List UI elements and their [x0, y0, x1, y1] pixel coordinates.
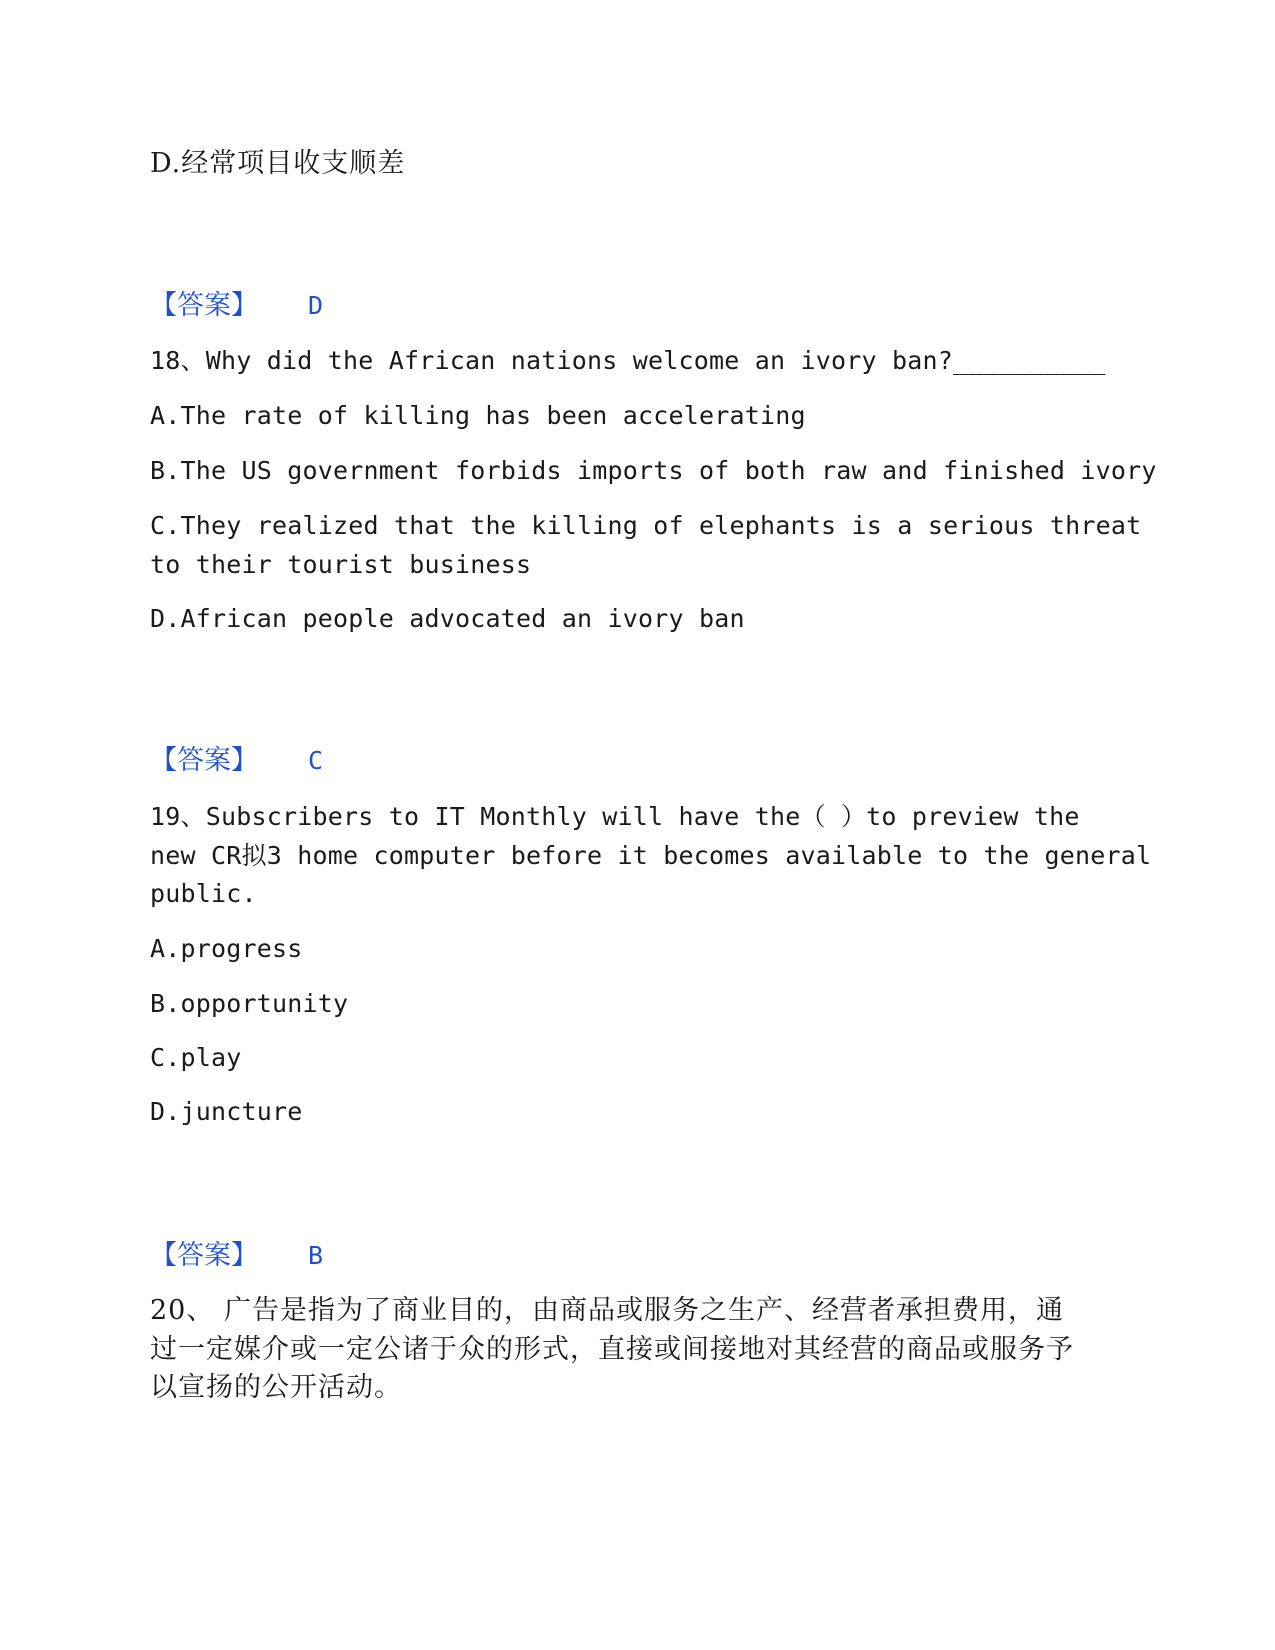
- q19-option-b: B.opportunity: [150, 989, 349, 1018]
- q18-option-c-line1: C.They realized that the killing of elephants is a serious threat: [150, 511, 1142, 540]
- q18-option-a: A.The rate of killing has been accelerating: [150, 401, 806, 430]
- answer-value: D: [308, 291, 324, 320]
- q19-option-a: A.progress: [150, 934, 303, 963]
- answer-label: 【答案】: [150, 290, 258, 321]
- answer-label: 【答案】: [150, 745, 258, 776]
- q19-question-line1: 19、Subscribers to IT Monthly will have the（ ）to preview the: [150, 802, 1080, 831]
- q20-text-line1: 20、 广告是指为了商业目的，由商品或服务之生产、经营者承担费用，通: [150, 1295, 1064, 1326]
- q18-question: 18、Why did the African nations welcome an ivory ban?__________: [150, 346, 1106, 375]
- q18-option-c-line2: to their tourist business: [150, 550, 532, 579]
- answer-18: [150, 741, 324, 781]
- answer-17: [150, 286, 324, 326]
- q20-text-line3: 以宣扬的公开活动。: [150, 1372, 402, 1403]
- q19-question-line2: new CR拟3 home computer before it becomes available to the general: [150, 841, 1152, 870]
- answer-label: 【答案】: [150, 1240, 258, 1271]
- q19-option-d: D.juncture: [150, 1097, 303, 1126]
- q19-question-line3: public.: [150, 879, 257, 908]
- q18-option-d: D.African people advocated an ivory ban: [150, 604, 745, 633]
- answer-value: B: [308, 1241, 324, 1270]
- q18-option-b: B.The US government forbids imports of both raw and finished ivory: [150, 456, 1157, 485]
- answer-value: C: [308, 746, 324, 775]
- q20-text-line2: 过一定媒介或一定公诸于众的形式，直接或间接地对其经营的商品或服务予: [150, 1334, 1074, 1365]
- q19-option-c: C.play: [150, 1043, 242, 1072]
- answer-19: [150, 1236, 324, 1276]
- q17-option-d: D.经常项目收支顺差: [150, 148, 406, 179]
